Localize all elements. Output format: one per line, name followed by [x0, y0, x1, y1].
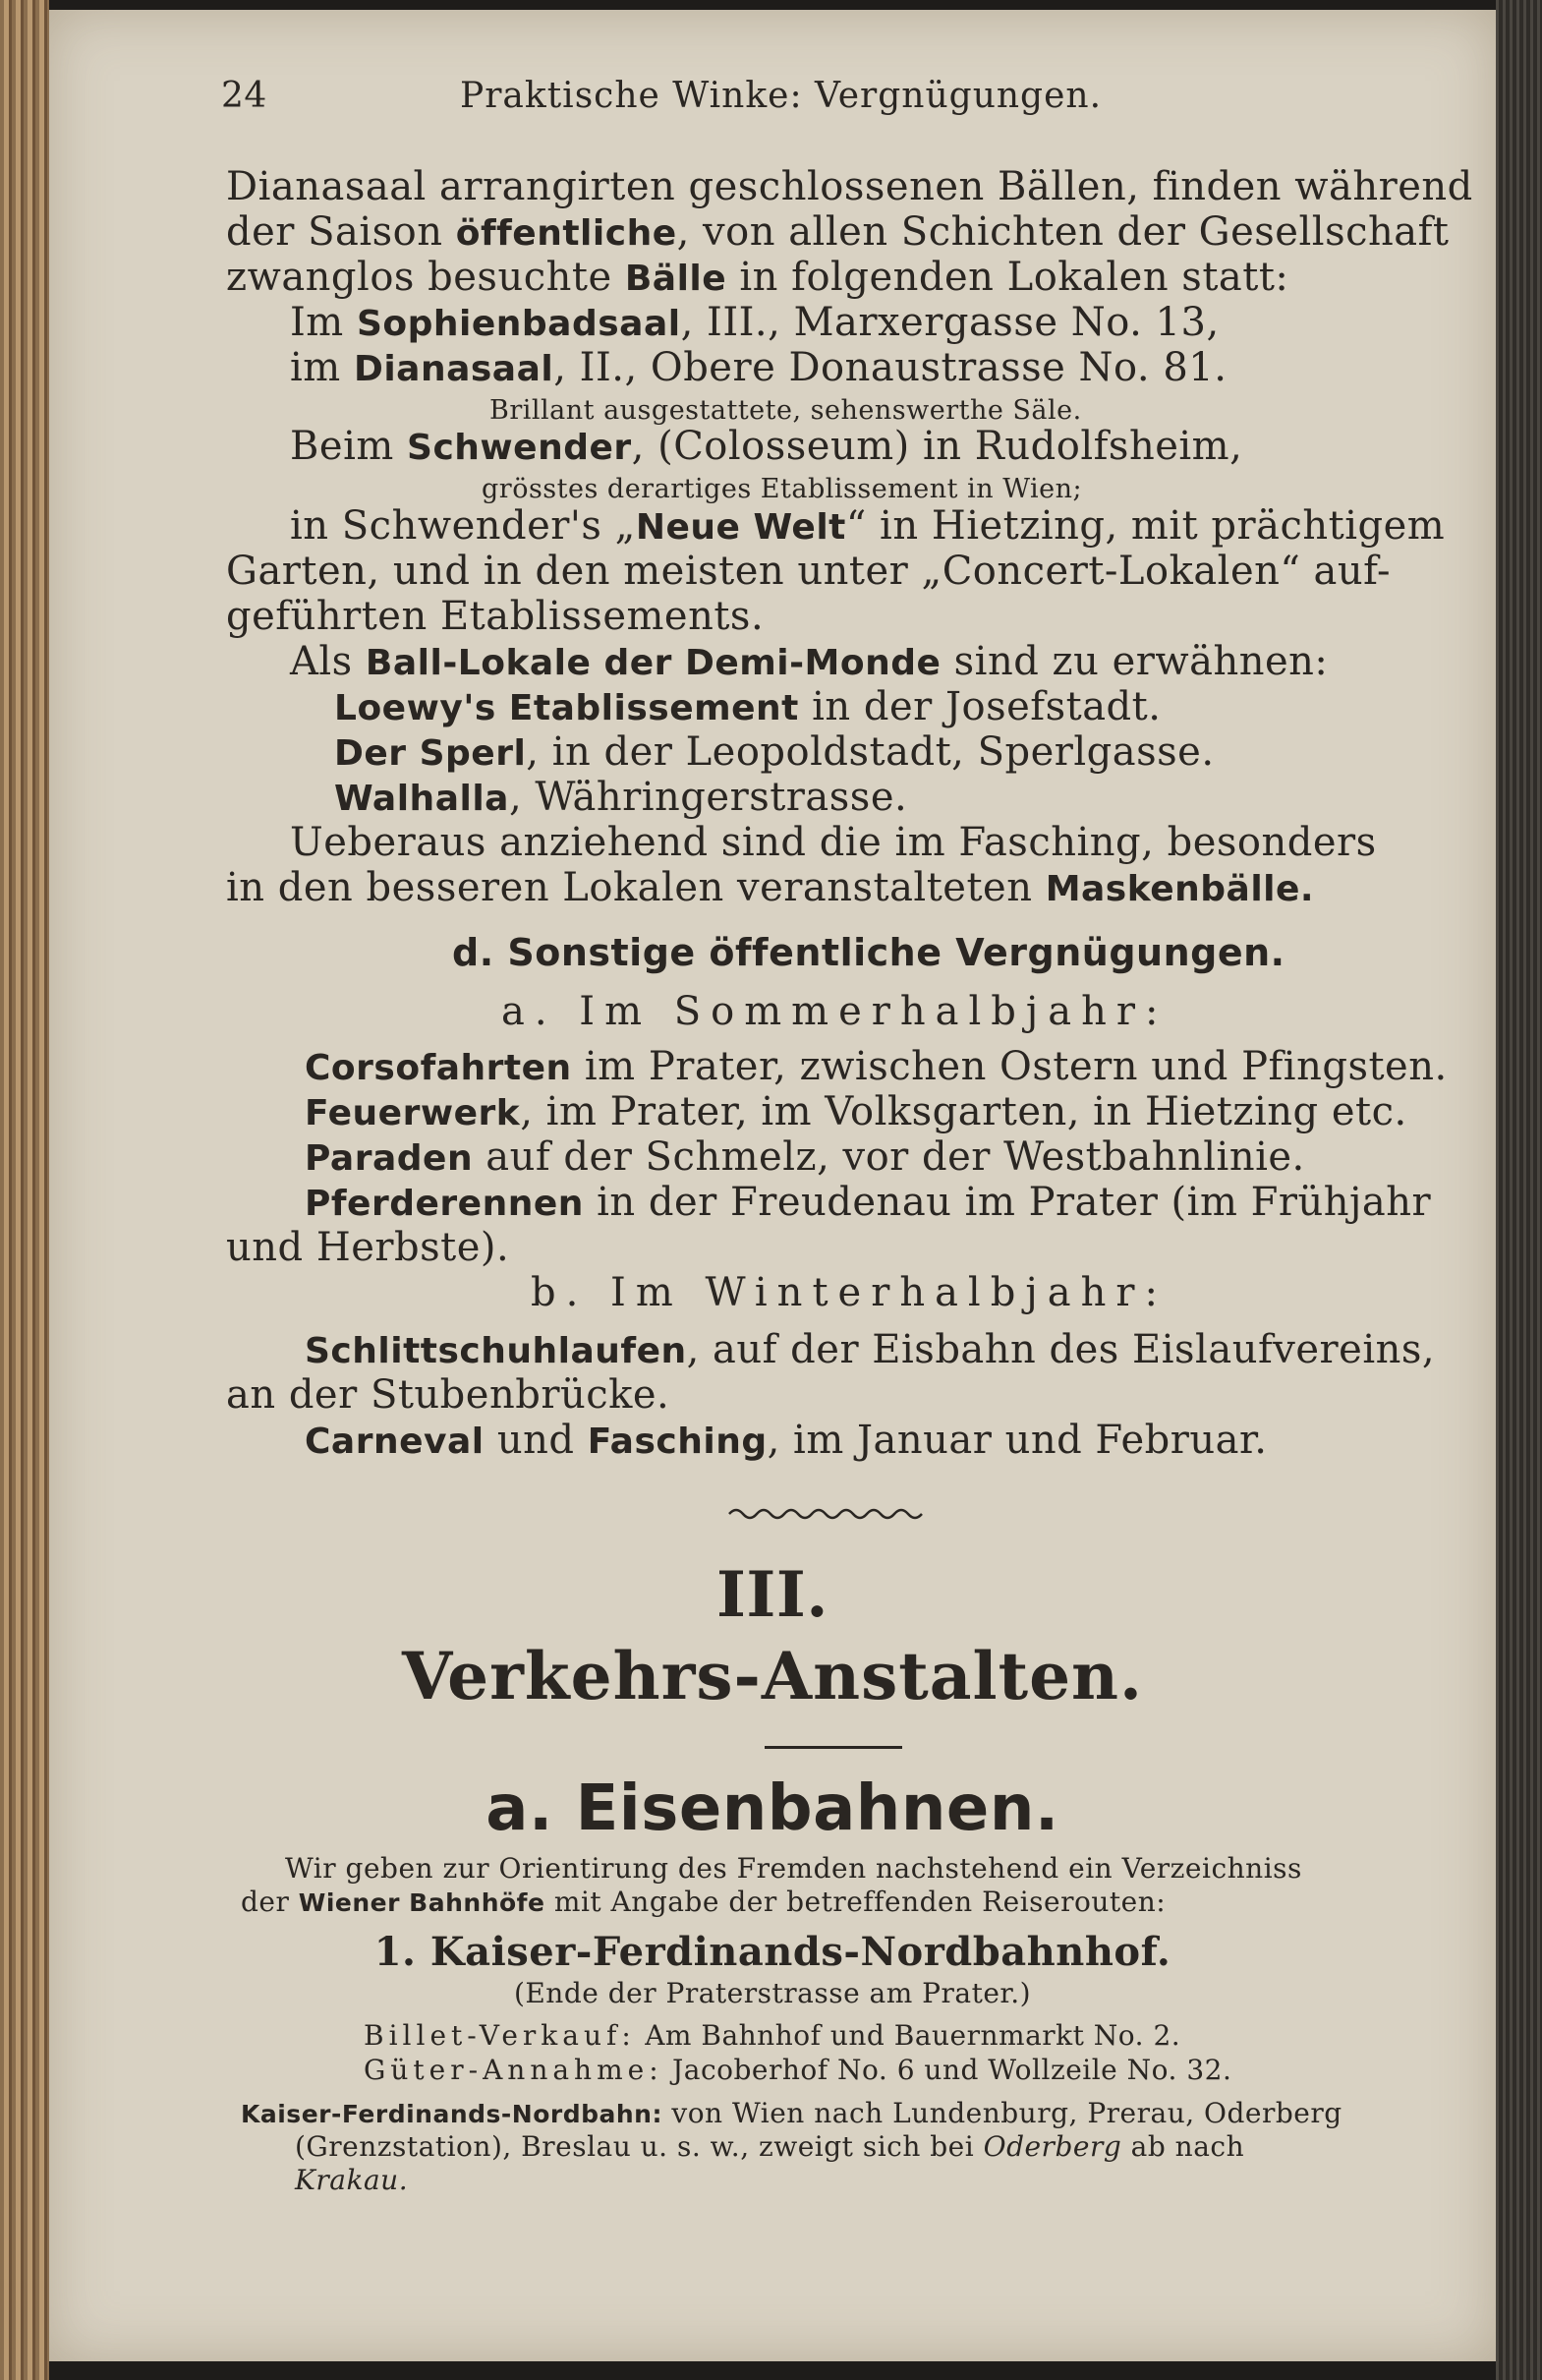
- book-page: [49, 10, 1496, 2361]
- text-line: an der Stubenbrücke.: [226, 1372, 670, 1418]
- text-line: Beim Schwender, (Colosseum) in Rudolfsheim,: [290, 424, 1243, 469]
- bold-term: öffentliche: [455, 213, 677, 254]
- bold-term: Wiener Bahnhöfe: [298, 1888, 545, 1917]
- chapter-title: Verkehrs-Anstalten.: [401, 1638, 1144, 1714]
- book-spine-edge: [0, 0, 49, 2380]
- chapter-number: III.: [715, 1558, 829, 1632]
- text-line: Schlittschuhlaufen, auf der Eisbahn des Eislaufvereins,: [305, 1327, 1436, 1372]
- text-line: Paraden auf der Schmelz, vor der Westbahnlinie.: [305, 1134, 1305, 1180]
- text-line: in den besseren Lokalen veranstalteten Maskenbälle.: [226, 865, 1315, 910]
- bold-term: Kaiser-Ferdinands-Nordbahn:: [241, 2100, 662, 2128]
- bold-term: Paraden: [305, 1138, 474, 1179]
- text-line: im Dianasaal, II., Obere Donaustrasse No. 81.: [290, 345, 1228, 390]
- bold-term: Maskenbälle.: [1045, 869, 1315, 909]
- intro-line: der Wiener Bahnhöfe mit Angabe der betreffenden Reiserouten:: [241, 1886, 1167, 1918]
- text-line: Im Sophienbadsaal, III., Marxergasse No. 13,: [290, 300, 1220, 345]
- text-line: zwanglos besuchte Bälle in folgenden Lokalen statt:: [226, 255, 1289, 300]
- title-rule: [765, 1746, 902, 1749]
- text-line: Carneval und Fasching, im Januar und Februar.: [305, 1418, 1268, 1463]
- bold-term: Bälle: [624, 259, 727, 299]
- bold-term: Der Sperl: [334, 733, 527, 774]
- text-line: Dianasaal arrangirten geschlossenen Bällen, finden während: [226, 164, 1473, 209]
- text-line: in Schwender's „Neue Welt“ in Hietzing, mit prächtigem: [290, 503, 1446, 549]
- bold-term: Feuerwerk: [305, 1093, 521, 1133]
- route-line: Krakau.: [295, 2164, 409, 2196]
- page-stack-edge: [1496, 0, 1542, 2380]
- info-line: Billet-Verkauf: Am Bahnhof und Bauernmarkt No. 2.: [364, 2019, 1181, 2052]
- note-line: Brillant ausgestattete, sehenswerthe Säle.: [489, 395, 1082, 426]
- info-line: Güter-Annahme: Jacoberhof No. 6 und Wollzeile No. 32.: [364, 2054, 1232, 2086]
- section-d-heading: d. Sonstige öffentliche Vergnügungen.: [452, 931, 1285, 974]
- bold-term: Carneval: [305, 1422, 485, 1462]
- text-line: Loewy's Etablissement in der Josefstadt.: [334, 684, 1162, 729]
- station-title: 1. Kaiser-Ferdinands-Nordbahnhof.: [373, 1929, 1171, 1975]
- section-a-heading: a. Eisenbahnen.: [485, 1772, 1059, 1845]
- station-subtitle: (Ende der Praterstrasse am Prater.): [513, 1977, 1032, 2009]
- bold-term: Fasching: [587, 1422, 768, 1462]
- note-line: grösstes derartiges Etablissement in Wien;: [482, 474, 1083, 504]
- bold-term: Schwender: [407, 428, 632, 468]
- wavy-divider: [727, 1504, 934, 1524]
- text-line: Der Sperl, in der Leopoldstadt, Sperlgasse.: [334, 729, 1215, 775]
- bold-term: Loewy's Etablissement: [334, 688, 799, 728]
- text-line: und Herbste).: [226, 1225, 510, 1270]
- text-line: Ueberaus anziehend sind die im Fasching, besonders: [290, 820, 1377, 865]
- page-number: 24: [221, 76, 267, 116]
- bold-term: Sophienbadsaal: [356, 304, 681, 344]
- route-line: (Grenzstation), Breslau u. s. w., zweigt sich bei Oderberg ab nach: [295, 2130, 1245, 2163]
- bold-term: Pferderennen: [305, 1184, 584, 1224]
- text-line: Pferderennen in der Freudenau im Prater (im Frühjahr: [305, 1180, 1432, 1225]
- bold-term: Corsofahrten: [305, 1048, 572, 1088]
- text-line: Feuerwerk, im Prater, im Volksgarten, in Hietzing etc.: [305, 1089, 1407, 1134]
- intro-line: Wir geben zur Orientirung des Fremden nachstehend ein Verzeichniss: [285, 1852, 1302, 1885]
- bold-term: Walhalla: [334, 779, 509, 819]
- text-line: Als Ball-Lokale der Demi-Monde sind zu erwähnen:: [290, 639, 1329, 684]
- route-line: Kaiser-Ferdinands-Nordbahn: von Wien nach Lundenburg, Prerau, Oderberg: [241, 2097, 1342, 2129]
- subheading-winter: b. Im Winterhalbjahr:: [531, 1270, 1168, 1315]
- text-line: Corsofahrten im Prater, zwischen Ostern und Pfingsten.: [305, 1044, 1448, 1089]
- bold-term: Schlittschuhlaufen: [305, 1331, 687, 1371]
- text-line: geführten Etablissements.: [226, 594, 765, 639]
- text-line: der Saison öffentliche, von allen Schichten der Gesellschaft: [226, 209, 1450, 255]
- subheading-summer: a. Im Sommerhalbjahr:: [501, 989, 1169, 1034]
- text-line: Walhalla, Währingerstrasse.: [334, 775, 908, 820]
- text-line: Garten, und in den meisten unter „Concert-Lokalen“ auf-: [226, 549, 1392, 594]
- label: Billet-Verkauf:: [364, 2019, 636, 2052]
- running-title: Praktische Winke: Vergnügungen.: [460, 76, 1103, 116]
- bold-term: Ball-Lokale der Demi-Monde: [365, 643, 942, 683]
- bold-term: Neue Welt: [635, 507, 846, 548]
- bold-term: Dianasaal: [353, 349, 554, 389]
- label: Güter-Annahme:: [364, 2054, 663, 2086]
